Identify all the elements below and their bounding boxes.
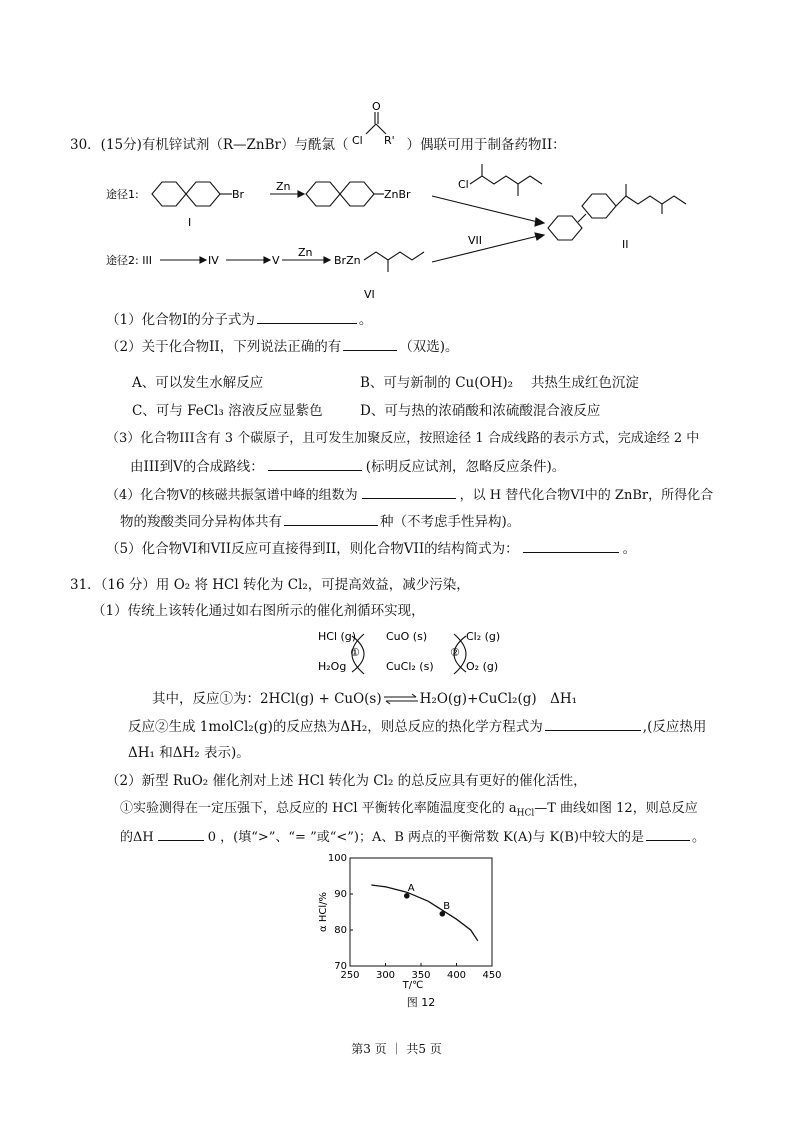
q30-intro: 30．(15分)有机锌试剂（R—ZnBr）与酰氯（ <box>70 137 349 153</box>
cycle-step1: ① <box>350 646 360 659</box>
cycle-h2o: H₂Og <box>318 660 347 673</box>
cycle-cucl2: CuCl₂ (s) <box>386 660 434 673</box>
acyl-o: O <box>372 100 381 113</box>
q31-p2: （2）新型 RuO₂ 催化剂对上述 HCl 转化为 Cl₂ 的总反应具有更好的催化活性， <box>106 773 587 789</box>
q30-sub5-end: 。 <box>622 541 637 557</box>
y-tick-label: 80 <box>334 925 347 936</box>
compound-v-label: V <box>272 254 280 267</box>
q30-sub2-end: （双选)。 <box>399 339 459 355</box>
q31-p1: （1）传统上该转化通过如右图所示的催化剂循环实现， <box>92 603 425 619</box>
q30-sub1-text: （1）化合物I的分子式为 <box>106 312 255 328</box>
x-tick-label: 300 <box>375 970 396 981</box>
q30-sub3-end: (标明反应试剂，忽略反应条件)。 <box>365 459 566 475</box>
x-tick-label: 450 <box>482 970 502 981</box>
q31-p2-sub: HCl <box>516 808 535 819</box>
plot-frame <box>350 858 492 966</box>
q30-sub4-end: 种（不考虑手性异构)。 <box>380 514 521 530</box>
chart-axes <box>318 853 502 1009</box>
acyl-cl: Cl <box>352 134 363 147</box>
brzn-label: BrZn <box>334 254 361 267</box>
q30-intro-end: ）偶联可用于制备药物II： <box>406 137 566 153</box>
x-axis-label: T/℃ <box>402 980 424 991</box>
q31-p2-text2b: 0 ，(填“>”、“= ”或“<”)；A、B 两点的平衡常数 K(A)与 K(B)中较大的是 <box>207 830 644 845</box>
compound-vi-label: VI <box>364 288 375 301</box>
reaction-1-left: 其中，反应①为：2HCl(g) + CuO(s) <box>152 691 382 707</box>
y-tick-label: 100 <box>327 853 347 864</box>
x-tick-label: 250 <box>340 970 360 981</box>
x-tick-label: 350 <box>411 970 431 981</box>
compound-i-label: I <box>188 216 192 229</box>
compound-ii-label: II <box>622 238 629 251</box>
q30-sub1-end: 。 <box>358 312 373 328</box>
q30-sub4-text2: 物的羧酸类同分异构体共有 <box>120 514 282 530</box>
chart-caption: 图 12 <box>406 996 436 1009</box>
y-tick-label: 90 <box>334 889 347 900</box>
q31-p2-text1b: —T 曲线如图 12，则总反应 <box>534 801 698 816</box>
q30-sub4-mid: ，以 H 替代化合物VI中的 ZnBr，所得化合 <box>459 488 714 503</box>
znbr-label: ZnBr <box>384 188 411 201</box>
zn-label-1: Zn <box>276 180 291 193</box>
compound-iv-label: IV <box>208 254 219 267</box>
acyl-r: R' <box>384 134 395 147</box>
zn-label-2: Zn <box>298 246 313 259</box>
data-point-a <box>404 893 410 899</box>
page-footer: 第3 页 ｜ 共5 页 <box>351 1042 442 1056</box>
point-label-b: B <box>443 900 451 912</box>
series-line <box>371 882 478 941</box>
q30-sub3-line1: （3）化合物III含有 3 个碳原子，且可发生加聚反应，按照途径 1 合成线路的表示方式，完成途经 2 中 <box>106 431 700 446</box>
x-tick-label: 400 <box>446 970 467 981</box>
reaction-2-text: 反应②生成 1molCl₂(g)的反应热为ΔH₂，则总反应的热化学方程式为 <box>128 719 543 735</box>
cycle-cuo: CuO (s) <box>386 630 428 643</box>
y-axis-label: α HCl/% <box>318 892 329 932</box>
option-c[interactable]: C、可与 FeCl₃ 溶液反应显紫色 <box>132 403 323 419</box>
reagent-cl-label: Cl <box>458 178 469 191</box>
q30-sub3-text: 由III到V的合成路线： <box>130 459 264 475</box>
route2-label: 途径2: III <box>106 254 152 267</box>
cycle-cl2: Cl₂ (g) <box>466 630 501 643</box>
y-tick-label: 70 <box>334 961 347 972</box>
q31-p2-end: 。 <box>691 830 705 845</box>
data-point-b <box>440 911 446 917</box>
q30-sub5-text: （5）化合物VI和VII反应可直接得到II，则化合物VII的结构简式为： <box>106 541 519 557</box>
q31-intro: 31．（16 分）用 O₂ 将 HCl 转化为 Cl₂，可提高效益，减少污染， <box>70 577 470 593</box>
cycle-hcl: HCl (g) <box>318 630 357 643</box>
cycle-o2: O₂ (g) <box>466 660 499 673</box>
q30-sub4-text: （4）化合物V的核磁共振氢谱中峰的组数为 <box>106 488 358 503</box>
point-label-a: A <box>407 882 415 894</box>
reaction-2-note: ΔH₁ 和ΔH₂ 表示)。 <box>128 745 250 761</box>
compound-vii-label: VII <box>468 234 483 247</box>
q31-p2-text1: ①实验测得在一定压强下，总反应的 HCl 平衡转化率随温度变化的 a <box>120 801 517 816</box>
route1-label: 途径1: <box>106 188 139 201</box>
q31-p2-text2: 的ΔH <box>120 830 154 845</box>
cycle-step2: ② <box>450 646 460 659</box>
option-b[interactable]: B、可与新制的 Cu(OH)₂ 共热生成红色沉淀 <box>360 375 639 391</box>
option-d[interactable]: D、可与热的浓硝酸和浓硫酸混合液反应 <box>360 403 601 419</box>
br-label: Br <box>232 188 245 201</box>
reaction-2-end: ,(反应热用 <box>642 719 707 735</box>
chart-marks <box>371 883 478 941</box>
option-a[interactable]: A、可以发生水解反应 <box>132 375 264 391</box>
q30-sub2-text: （2）关于化合物II，下列说法正确的有 <box>106 339 342 355</box>
reaction-1-right: H₂O(g)+CuCl₂(g) ΔH₁ <box>419 691 578 707</box>
